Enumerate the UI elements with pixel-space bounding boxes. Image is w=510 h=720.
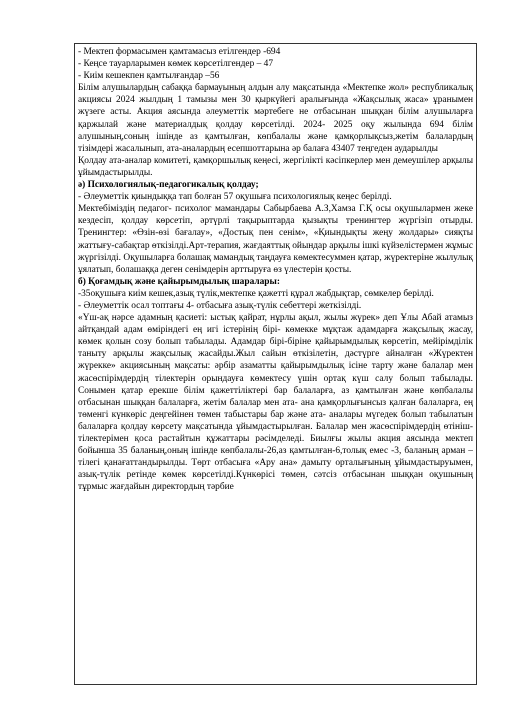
paragraph-clothes-given: -35оқушыға киім кешек,азық түлік,мектепке қажетті құрал жабдықтар, сөмкелер берілді. bbox=[78, 288, 434, 299]
bullet-stationery: - Кеңсе тауарларымен көмек көрсетілгендер – 47 bbox=[78, 59, 274, 70]
paragraph-support-organized: Қолдау ата-аналар комитеті, қамқоршылық кеңесі, жергілікті кәсіпкерлер мен демеушілер арқылы ұйымдастырылды. bbox=[78, 155, 473, 178]
paragraph-psychologists: Мектебіміздің педагог- психолог мамандары Сабырбаева А.З,Хамза Г.Қ осы оқушылармен жеке кездесіп, қолдау көрсетіп, әртүрлі тақырыптарда қызықты тренингтер жүргізіп отырды. Тренингтер: «Өзін-өзі бағалау», «Достық пен сенім», «Қиындықты жеңу жолдары» сияқты жаттығу-сабақтар өткізілді.Арт-терапия, жағдаяттық ойындар арқылы ішкі күйзелістермен жұмыс жүргізілді. Оқушыларға болашақ мамандық таңдауға көмектесуммен қатар, жүректеріне жылулық ұялатып, болашаққа деген сенімдерін арттыруға өз үлестерін қосты. bbox=[78, 204, 473, 275]
bullet-clothing: - Киім кешекпен қамтылғандар –56 bbox=[78, 71, 220, 82]
heading-psych-support: ә) Психологиялық-педагогикалық қолдау; bbox=[78, 180, 259, 191]
bullet-uniforms: - Мектеп формасымен қамтамасыз етілгендер -694 bbox=[78, 47, 281, 57]
text-frame bbox=[74, 43, 477, 685]
heading-charity: б) Қоғамдық және қайырымдылық шаралары: bbox=[78, 276, 280, 287]
paragraph-road-to-school: Білім алушылардың сабаққа бармауының алдын алу мақсатында «Мектепке жол» республикалық акциясы 2024 жылдың 1 тамызы мен 30 қыркүйегі аралығында «Жақсылық жаса» ұранымен жүзеге асты. Акция аясында әлеуметтік мәртебеге не отбасынан шыққан білім алушыларға қаржылай және материалдық қолдау көрсетілді. 2024- 2025 оқу жылында 694 білім алушының,соның ішінде аз қамтылған, көпбалалы және қамқорлықсыз,жетім балалардың тізімдері жасалынып, ата-аналардың есепшоттарына әр балаға 43407 теңгеден аударылды bbox=[78, 83, 473, 154]
paragraph-food-baskets: - Әлеуметтік осал топтағы 4- отбасыға азық-түлік себеттері жеткізілді. bbox=[78, 300, 362, 311]
paragraph-heart-to-heart: «Үш-ақ нәрсе адамның қасиеті: ыстық қайрат, нұрлы ақыл, жылы жүрек» деп Ұлы Абай атамыз айтқандай адам өміріндегі ең игі істерінің бірі- көмекке мұқтаж адамдарға жақсылық жасау, көмек қолын созу болып табылады. Адамдар бірі-біріне қайырымдылық көрсетіп, мейірімділік таныту арқылы жақсылық жасайды.Жыл сайын өткізілетін, дәстүрге айналған «Жүректен жүрекке» акциясының мақсаты: әрбір азаматты қайырымдылық ісіне тарту және балалар мен жасөспірімдердің тілектерін орындауға көмектесу үшін ортақ күш салу болып табылады. Сонымен қатар ерекше білім қажеттіліктері бар балаларға, аз қамтылған және көпбалалы отбасынан шыққан балаларға, жетім балалар мен ата- ана қамқорлығынсыз қалған балаларға, ең төменгі күнкөріс деңгейінен төмен табыстары бар және ата- аналары мүгедек болып табылатын балаларға қолдау көрсету мақсатында ұйымдастырылған. Балалар мен жасөспірімдердің өтініш- тілектерімен қоса растайтын құжаттары рәсімделеді. Биылғы жылы акция аясында мектеп бойынша 35 баланың,оның ішінде көпбалалы-26,аз қамтылған-6,толық емес -3, баланың арман –тілегі қанағаттандырылды. Төрт отбасыға «Ару ана» дамыту орталығының ұйымдастыруымен, азық-түлік ретінде көмек көрсетілді.Күнкөрісі төмен, сәтсіз отбасынан шыққан оқушының тұрмыс жағдайын директордың тәрбие bbox=[78, 313, 473, 493]
paragraph-psych-consult: - Әлеуметтік қиындыққа тап болған 57 оқушыға психологиялық кеңес берілді. bbox=[78, 192, 392, 203]
